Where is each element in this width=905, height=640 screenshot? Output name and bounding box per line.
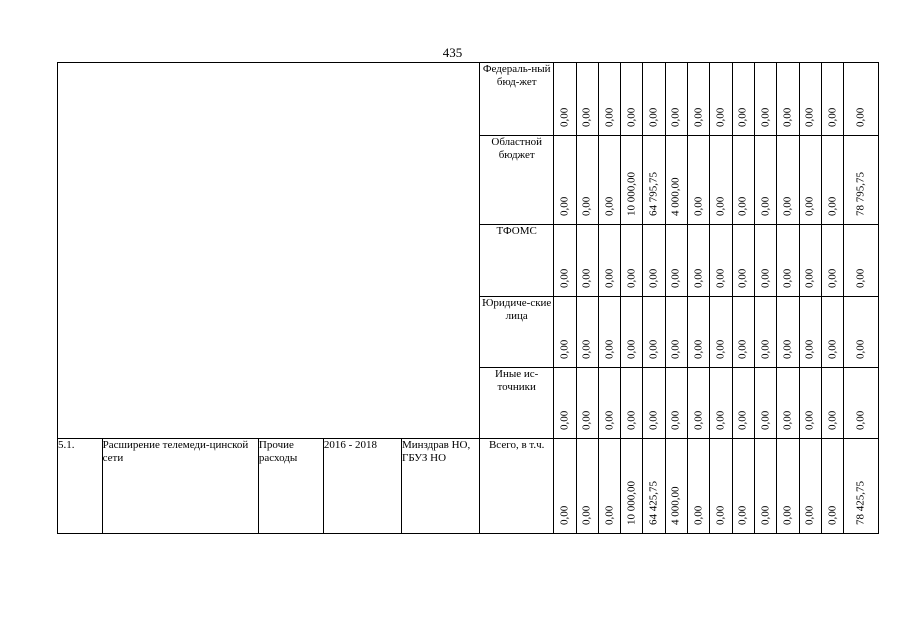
value-text: 64 795,75 (647, 172, 660, 216)
value-text: 0,00 (736, 339, 749, 359)
value-text: 0,00 (854, 339, 867, 359)
value-cell (821, 225, 843, 297)
value-cell (755, 225, 777, 297)
value-cell (799, 368, 821, 439)
value-text: 0,00 (759, 505, 772, 525)
value-cell (732, 439, 754, 534)
value-cell (755, 297, 777, 368)
value-text: 0,00 (736, 196, 749, 216)
value-cell (844, 63, 879, 136)
value-text: 0,00 (736, 410, 749, 430)
value-cell (598, 136, 620, 225)
value-text: 4 000,00 (669, 177, 682, 216)
source-label: Областной бюджет (480, 136, 554, 225)
budget-table (57, 62, 879, 534)
value-text: 0,00 (826, 196, 839, 216)
value-text: 0,00 (625, 107, 638, 127)
value-text: 10 000,00 (625, 481, 638, 525)
value-text: 0,00 (603, 505, 615, 525)
value-text: 0,00 (759, 107, 772, 127)
value-cell (777, 297, 799, 368)
value-text: 0,00 (759, 268, 772, 288)
value-cell (799, 63, 821, 136)
value-text: 0,00 (714, 107, 727, 127)
value-text: 0,00 (714, 268, 727, 288)
value-text: 0,00 (759, 410, 772, 430)
value-cell (621, 136, 643, 225)
value-text: 0,00 (669, 410, 682, 430)
value-text: 0,00 (826, 339, 839, 359)
value-cell (844, 136, 879, 225)
value-cell (665, 439, 687, 534)
value-text: 0,00 (781, 339, 794, 359)
value-cell (710, 297, 732, 368)
value-cell (777, 368, 799, 439)
value-cell (688, 297, 710, 368)
value-text: 64 425,75 (647, 481, 660, 525)
value-cell (576, 368, 598, 439)
value-cell (710, 136, 732, 225)
value-cell (554, 225, 576, 297)
value-cell (621, 225, 643, 297)
value-cell (710, 439, 732, 534)
value-cell (799, 136, 821, 225)
value-text: 0,00 (692, 268, 705, 288)
value-cell (755, 63, 777, 136)
value-text: 0,00 (803, 410, 816, 430)
value-text: 0,00 (558, 505, 571, 525)
value-cell (665, 297, 687, 368)
value-cell (688, 225, 710, 297)
value-text: 0,00 (803, 268, 816, 288)
value-text: 0,00 (625, 339, 638, 359)
value-cell (554, 297, 576, 368)
value-text: 0,00 (781, 505, 794, 525)
value-text: 0,00 (558, 339, 571, 359)
value-text: 0,00 (580, 410, 593, 430)
value-cell (732, 225, 754, 297)
value-cell (688, 368, 710, 439)
value-cell (576, 439, 598, 534)
value-text: 0,00 (558, 268, 571, 288)
value-cell (576, 225, 598, 297)
value-text: 0,00 (826, 268, 839, 288)
value-text: 0,00 (854, 410, 867, 430)
value-text: 0,00 (736, 505, 749, 525)
value-cell (710, 368, 732, 439)
value-cell (821, 136, 843, 225)
value-text: 0,00 (736, 268, 749, 288)
value-text: 0,00 (803, 196, 816, 216)
value-cell (665, 63, 687, 136)
value-text: 0,00 (826, 107, 839, 127)
value-cell (598, 63, 620, 136)
value-text: 0,00 (603, 107, 615, 127)
table-row (58, 63, 879, 136)
value-text: 0,00 (714, 410, 727, 430)
value-cell (576, 136, 598, 225)
value-cell (732, 368, 754, 439)
value-text: 0,00 (647, 410, 660, 430)
value-text: 0,00 (647, 268, 660, 288)
value-text: 0,00 (580, 339, 593, 359)
value-cell (777, 439, 799, 534)
value-text: 0,00 (558, 410, 571, 430)
value-text: 0,00 (692, 505, 705, 525)
value-cell (821, 297, 843, 368)
value-cell (821, 439, 843, 534)
value-text: 0,00 (603, 410, 615, 430)
value-text: 0,00 (714, 505, 727, 525)
value-cell (755, 368, 777, 439)
value-text: 0,00 (826, 410, 839, 430)
value-cell (777, 63, 799, 136)
value-text: 0,00 (803, 107, 816, 127)
value-text: 0,00 (625, 268, 638, 288)
value-cell (643, 225, 665, 297)
item-type: Прочие расходы (258, 439, 323, 534)
value-cell (598, 439, 620, 534)
item-period: 2016 - 2018 (323, 439, 401, 534)
value-text: 0,00 (803, 505, 816, 525)
value-cell (688, 439, 710, 534)
source-label: Федераль-ный бюд-жет (480, 63, 554, 136)
value-cell (554, 368, 576, 439)
value-text: 0,00 (714, 339, 727, 359)
value-cell (621, 439, 643, 534)
value-text: 0,00 (736, 107, 749, 127)
value-text: 0,00 (580, 505, 593, 525)
value-cell (621, 297, 643, 368)
value-cell (710, 225, 732, 297)
value-cell (732, 63, 754, 136)
value-text: 0,00 (692, 196, 705, 216)
value-cell (755, 439, 777, 534)
source-label: Всего, в т.ч. (480, 439, 554, 534)
value-text: 4 000,00 (669, 486, 682, 525)
value-text: 0,00 (580, 196, 593, 216)
value-cell (799, 297, 821, 368)
item-executor: Минздрав НО, ГБУЗ НО (401, 439, 479, 534)
value-text: 0,00 (603, 339, 615, 359)
value-text: 0,00 (580, 107, 593, 127)
value-cell (844, 368, 879, 439)
value-text: 0,00 (558, 196, 571, 216)
value-cell (844, 297, 879, 368)
value-text: 0,00 (759, 339, 772, 359)
value-cell (844, 225, 879, 297)
value-text: 0,00 (603, 196, 615, 216)
value-cell (643, 439, 665, 534)
value-cell (554, 63, 576, 136)
value-text: 0,00 (692, 410, 705, 430)
value-text: 0,00 (558, 107, 571, 127)
value-cell (598, 368, 620, 439)
value-text: 78 425,75 (854, 481, 867, 525)
value-text: 0,00 (781, 268, 794, 288)
value-cell (554, 439, 576, 534)
value-text: 0,00 (692, 339, 705, 359)
value-cell (821, 63, 843, 136)
value-text: 10 000,00 (625, 172, 638, 216)
value-text: 0,00 (669, 268, 682, 288)
value-cell (755, 136, 777, 225)
value-cell (643, 368, 665, 439)
value-text: 0,00 (669, 107, 682, 127)
item-number: 5.1. (58, 439, 103, 534)
value-cell (598, 225, 620, 297)
value-cell (576, 63, 598, 136)
value-cell (598, 297, 620, 368)
merged-empty-cell (58, 63, 480, 439)
value-cell (777, 225, 799, 297)
value-text: 0,00 (603, 268, 615, 288)
value-cell (621, 63, 643, 136)
value-text: 78 795,75 (854, 172, 867, 216)
value-cell (665, 368, 687, 439)
value-cell (688, 63, 710, 136)
value-text: 0,00 (854, 268, 867, 288)
page-number: 435 (442, 45, 463, 60)
value-cell (799, 439, 821, 534)
value-text: 0,00 (714, 196, 727, 216)
source-label: Юридиче-ские лица (480, 297, 554, 368)
value-cell (799, 225, 821, 297)
value-cell (621, 368, 643, 439)
value-cell (643, 136, 665, 225)
value-text: 0,00 (854, 107, 867, 127)
value-text: 0,00 (781, 196, 794, 216)
value-cell (821, 368, 843, 439)
value-text: 0,00 (580, 268, 593, 288)
source-label: ТФОМС (480, 225, 554, 297)
value-text: 0,00 (759, 196, 772, 216)
value-cell (665, 225, 687, 297)
value-cell (643, 63, 665, 136)
value-text: 0,00 (826, 505, 839, 525)
value-cell (844, 439, 879, 534)
value-text: 0,00 (625, 410, 638, 430)
source-label: Иные ис-точники (480, 368, 554, 439)
value-cell (665, 136, 687, 225)
value-cell (643, 297, 665, 368)
table-row (58, 439, 879, 534)
value-cell (777, 136, 799, 225)
item-name: Расширение телемеди-цинской сети (102, 439, 258, 534)
value-cell (576, 297, 598, 368)
value-text: 0,00 (781, 410, 794, 430)
value-text: 0,00 (803, 339, 816, 359)
value-text: 0,00 (781, 107, 794, 127)
value-cell (732, 297, 754, 368)
value-text: 0,00 (647, 339, 660, 359)
value-cell (688, 136, 710, 225)
value-text: 0,00 (692, 107, 705, 127)
value-text: 0,00 (669, 339, 682, 359)
value-cell (710, 63, 732, 136)
value-cell (554, 136, 576, 225)
value-cell (732, 136, 754, 225)
value-text: 0,00 (647, 107, 660, 127)
